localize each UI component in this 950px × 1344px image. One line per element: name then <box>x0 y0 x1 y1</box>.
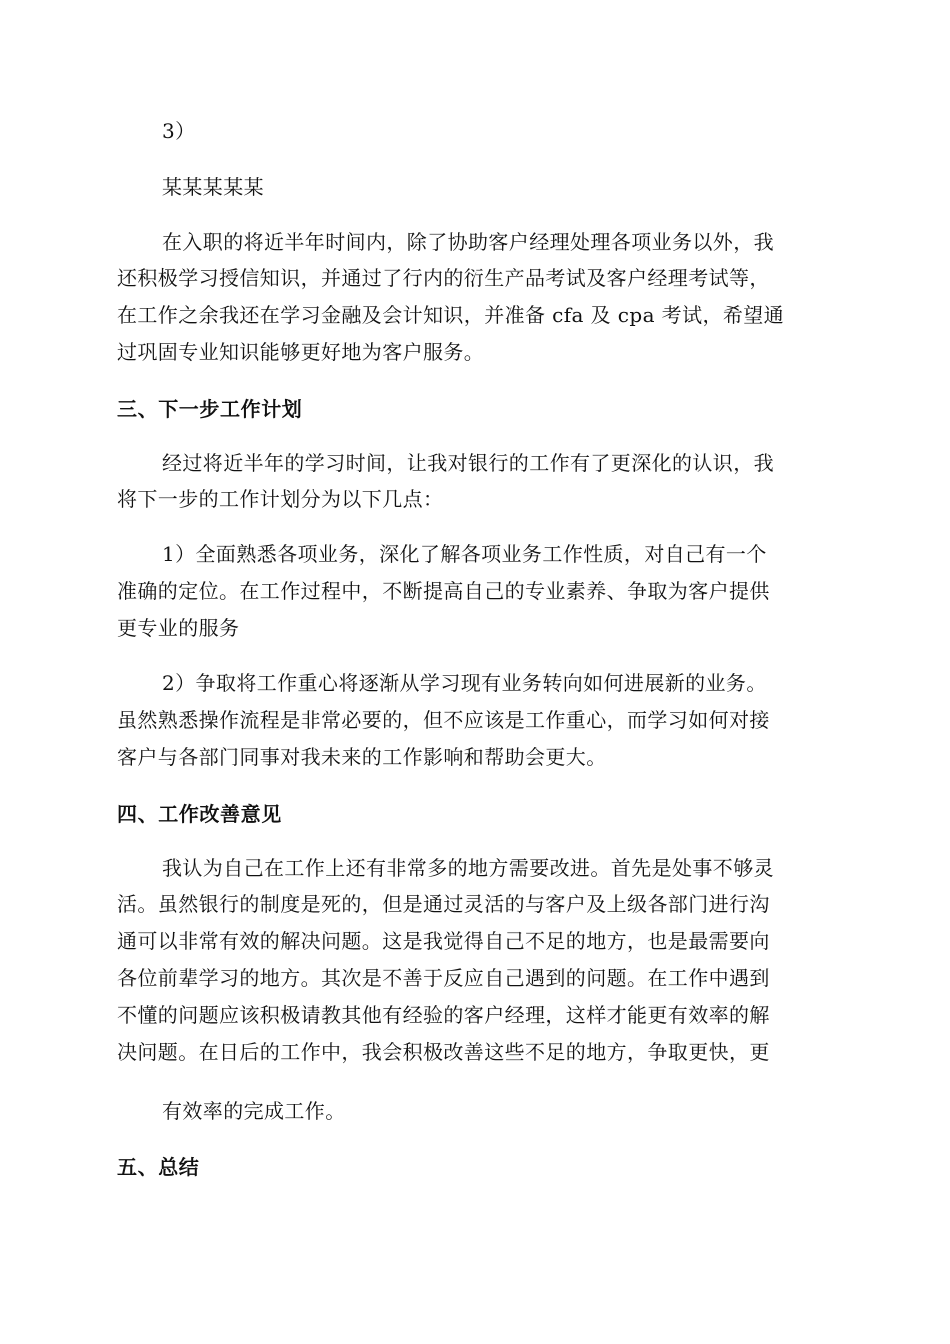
paragraph-improve-line-4: 各位前辈学习的地方。其次是不善于反应自己遇到的问题。在工作中遇到 <box>117 966 770 990</box>
paragraph-plan-intro-line-2: 将下一步的工作计划分为以下几点： <box>117 487 444 511</box>
paragraph-improve-end: 有效率的完成工作。 <box>162 1099 346 1123</box>
paragraph-improve-line-3: 通可以非常有效的解决问题。这是我觉得自己不足的地方，也是最需要向 <box>117 929 770 953</box>
section-heading-5: 五、总结 <box>117 1155 200 1179</box>
author-name: 某某某某某 <box>162 175 264 199</box>
list-item-3: 3） <box>162 119 196 143</box>
paragraph-improve-line-5: 不懂的问题应该积极请教其他有经验的客户经理，这样才能更有效率的解 <box>117 1003 770 1027</box>
paragraph-improve-line-2: 活。虽然银行的制度是死的，但是通过灵活的与客户及上级各部门进行沟 <box>117 892 770 916</box>
plan-item-2-line-3: 客户与各部门同事对我未来的工作影响和帮助会更大。 <box>117 745 607 769</box>
section-heading-4: 四、工作改善意见 <box>117 802 282 826</box>
plan-item-1-line-2: 准确的定位。在工作过程中，不断提高自己的专业素养、争取为客户提供 <box>117 579 770 603</box>
paragraph-plan-intro-line-1: 经过将近半年的学习时间，让我对银行的工作有了更深化的认识，我 <box>162 451 774 475</box>
paragraph-study-line-1: 在入职的将近半年时间内，除了协助客户经理处理各项业务以外，我 <box>162 230 774 254</box>
plan-item-1-line-1: 1）全面熟悉各项业务，深化了解各项业务工作性质，对自己有一个 <box>162 542 767 566</box>
plan-item-2-line-1: 2）争取将工作重心将逐渐从学习现有业务转向如何进展新的业务。 <box>162 671 767 695</box>
paragraph-study-line-3: 在工作之余我还在学习金融及会计知识，并准备 cfa 及 cpa 考试，希望通 <box>117 303 785 327</box>
paragraph-study-line-4: 过巩固专业知识能够更好地为客户服务。 <box>117 340 485 364</box>
plan-item-2-line-2: 虽然熟悉操作流程是非常必要的，但不应该是工作重心，而学习如何对接 <box>117 708 770 732</box>
paragraph-improve-line-1: 我认为自己在工作上还有非常多的地方需要改进。首先是处事不够灵 <box>162 856 774 880</box>
paragraph-improve-line-6: 决问题。在日后的工作中，我会积极改善这些不足的地方，争取更快，更 <box>117 1040 770 1064</box>
plan-item-1-line-3: 更专业的服务 <box>117 616 240 640</box>
paragraph-study-line-2: 还积极学习授信知识，并通过了行内的衍生产品考试及客户经理考试等， <box>117 266 770 290</box>
section-heading-3: 三、下一步工作计划 <box>117 397 303 421</box>
